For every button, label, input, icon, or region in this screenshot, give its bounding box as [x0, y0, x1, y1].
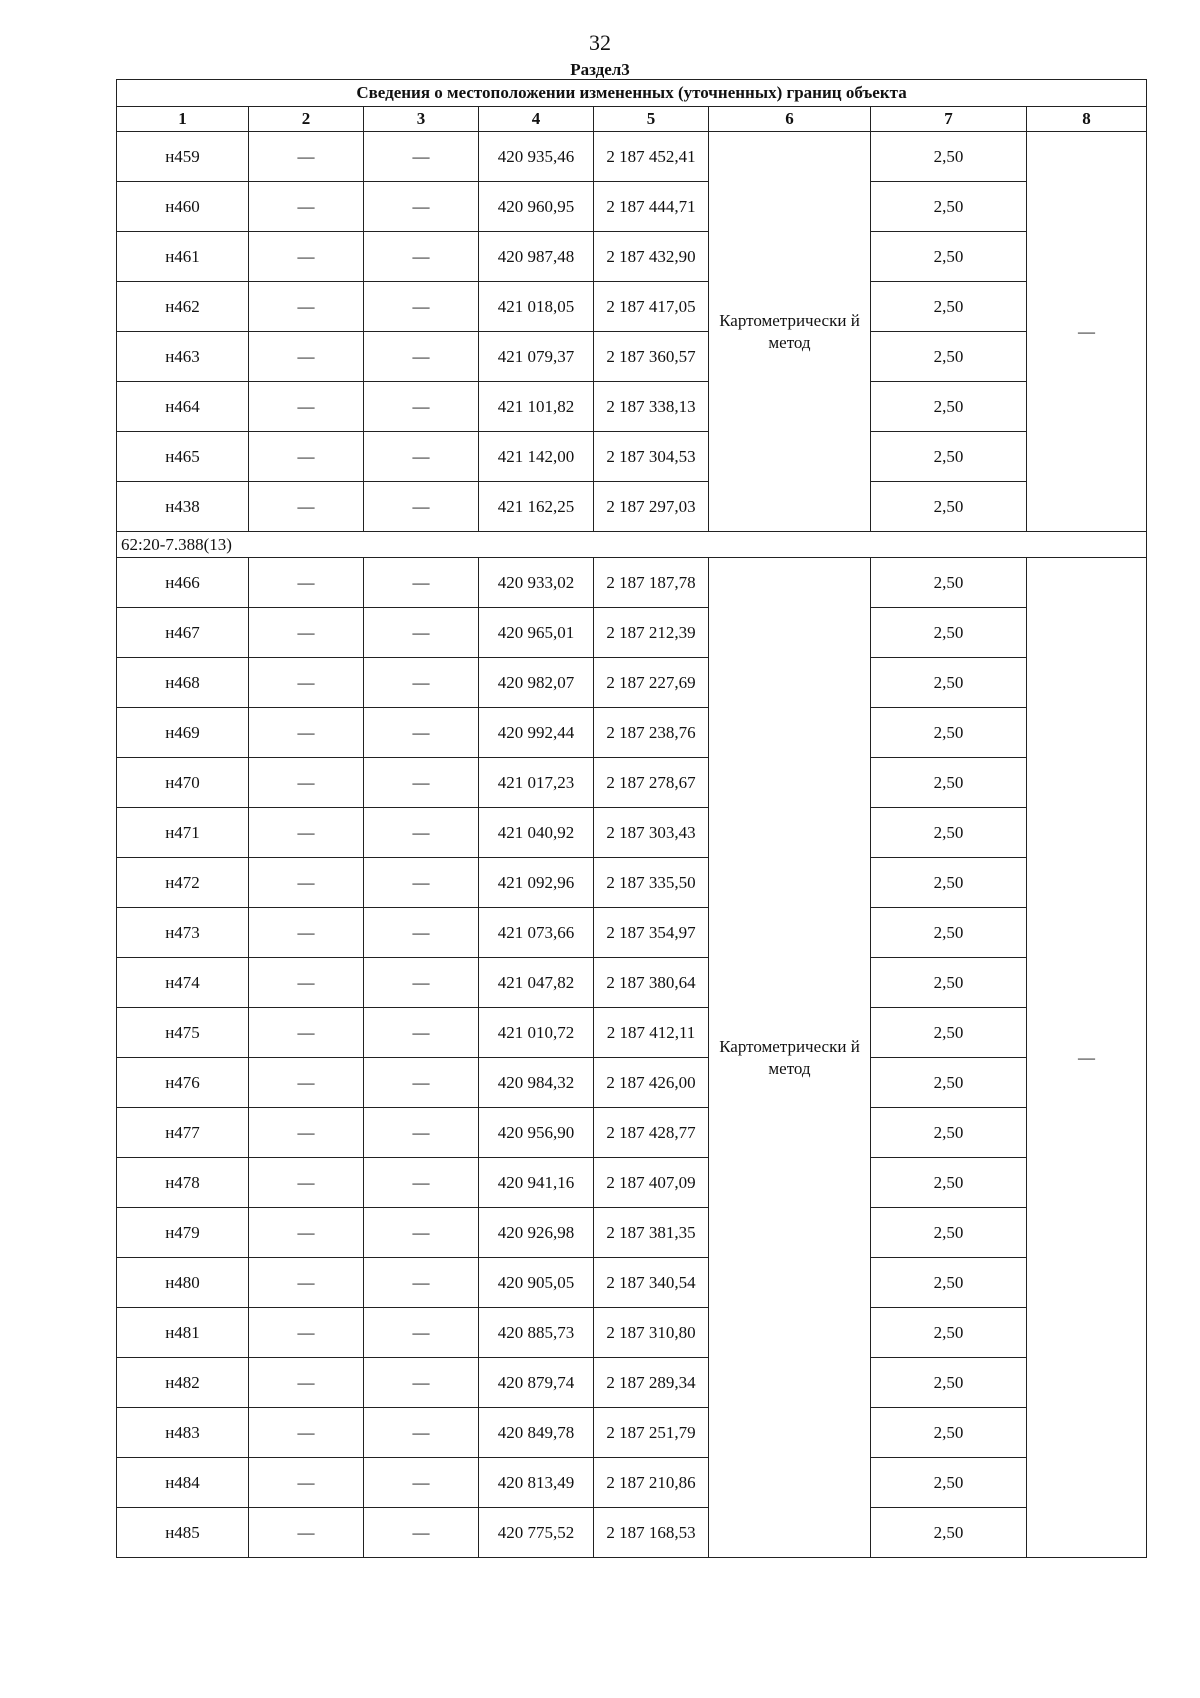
table-row — [117, 608, 1147, 658]
method-cell: Картометрически й метод — [709, 558, 871, 1558]
accuracy-cell: 2,50 — [871, 282, 1027, 332]
table-row — [117, 1008, 1147, 1058]
point-cell: н482 — [117, 1358, 249, 1408]
col3-cell: — — [364, 1458, 479, 1508]
col3-cell: — — [364, 482, 479, 532]
table-row — [117, 382, 1147, 432]
col2-cell: — — [249, 1158, 364, 1208]
col2-cell: — — [249, 1058, 364, 1108]
col3-cell: — — [364, 282, 479, 332]
method-cell: Картометрически й метод — [709, 132, 871, 532]
table-row — [117, 332, 1147, 382]
page-number: 32 — [589, 30, 611, 55]
x-coordinate-cell: 420 933,02 — [479, 558, 594, 608]
y-coordinate-cell: 2 187 251,79 — [594, 1408, 709, 1458]
col3-cell: — — [364, 1358, 479, 1408]
point-cell: н466 — [117, 558, 249, 608]
y-coordinate-cell: 2 187 360,57 — [594, 332, 709, 382]
y-coordinate-cell: 2 187 354,97 — [594, 908, 709, 958]
point-cell: н472 — [117, 858, 249, 908]
x-coordinate-cell: 421 073,66 — [479, 908, 594, 958]
point-cell: н484 — [117, 1458, 249, 1508]
y-coordinate-cell: 2 187 297,03 — [594, 482, 709, 532]
accuracy-cell: 2,50 — [871, 658, 1027, 708]
x-coordinate-cell: 421 018,05 — [479, 282, 594, 332]
point-cell: н474 — [117, 958, 249, 1008]
point-cell: н468 — [117, 658, 249, 708]
accuracy-cell: 2,50 — [871, 482, 1027, 532]
col3-cell: — — [364, 608, 479, 658]
accuracy-cell: 2,50 — [871, 232, 1027, 282]
col2-cell: — — [249, 232, 364, 282]
point-cell: н481 — [117, 1308, 249, 1358]
y-coordinate-cell: 2 187 304,53 — [594, 432, 709, 482]
col2-cell: — — [249, 282, 364, 332]
table-row — [117, 1158, 1147, 1208]
col3-cell: — — [364, 1408, 479, 1458]
point-cell: н460 — [117, 182, 249, 232]
y-coordinate-cell: 2 187 210,86 — [594, 1458, 709, 1508]
accuracy-cell: 2,50 — [871, 1208, 1027, 1258]
accuracy-cell: 2,50 — [871, 1408, 1027, 1458]
table-row — [117, 1358, 1147, 1408]
y-coordinate-cell: 2 187 432,90 — [594, 232, 709, 282]
y-coordinate-cell: 2 187 380,64 — [594, 958, 709, 1008]
col3-cell: — — [364, 708, 479, 758]
accuracy-cell: 2,50 — [871, 1008, 1027, 1058]
table-row — [117, 1058, 1147, 1108]
x-coordinate-cell: 421 010,72 — [479, 1008, 594, 1058]
x-coordinate-cell: 420 849,78 — [479, 1408, 594, 1458]
accuracy-cell: 2,50 — [871, 1158, 1027, 1208]
point-cell: н471 — [117, 808, 249, 858]
point-cell: н469 — [117, 708, 249, 758]
group-label: 62:20-7.388(13) — [117, 532, 1147, 558]
point-cell: н465 — [117, 432, 249, 482]
table-row — [117, 1308, 1147, 1358]
table-row — [117, 758, 1147, 808]
y-coordinate-cell: 2 187 452,41 — [594, 132, 709, 182]
col8-cell: — — [1027, 132, 1147, 532]
table-row — [117, 1208, 1147, 1258]
x-coordinate-cell: 420 885,73 — [479, 1308, 594, 1358]
accuracy-cell: 2,50 — [871, 808, 1027, 858]
x-coordinate-cell: 421 101,82 — [479, 382, 594, 432]
col2-cell: — — [249, 558, 364, 608]
y-coordinate-cell: 2 187 340,54 — [594, 1258, 709, 1308]
col2-cell: — — [249, 658, 364, 708]
col3-cell: — — [364, 332, 479, 382]
col2-cell: — — [249, 958, 364, 1008]
col2-cell: — — [249, 708, 364, 758]
x-coordinate-cell: 420 965,01 — [479, 608, 594, 658]
x-coordinate-cell: 420 813,49 — [479, 1458, 594, 1508]
accuracy-cell: 2,50 — [871, 858, 1027, 908]
accuracy-cell: 2,50 — [871, 1058, 1027, 1108]
col3-cell: — — [364, 558, 479, 608]
x-coordinate-cell: 420 987,48 — [479, 232, 594, 282]
x-coordinate-cell: 420 956,90 — [479, 1108, 594, 1158]
accuracy-cell: 2,50 — [871, 1108, 1027, 1158]
col3-cell: — — [364, 858, 479, 908]
y-coordinate-cell: 2 187 412,11 — [594, 1008, 709, 1058]
col3-cell: — — [364, 432, 479, 482]
x-coordinate-cell: 420 984,32 — [479, 1058, 594, 1108]
x-coordinate-cell: 420 905,05 — [479, 1258, 594, 1308]
y-coordinate-cell: 2 187 444,71 — [594, 182, 709, 232]
accuracy-cell: 2,50 — [871, 608, 1027, 658]
y-coordinate-cell: 2 187 338,13 — [594, 382, 709, 432]
y-coordinate-cell: 2 187 381,35 — [594, 1208, 709, 1258]
x-coordinate-cell: 420 982,07 — [479, 658, 594, 708]
col2-cell: — — [249, 482, 364, 532]
accuracy-cell: 2,50 — [871, 182, 1027, 232]
table-row — [117, 432, 1147, 482]
col3-cell: — — [364, 1108, 479, 1158]
col2-cell: — — [249, 608, 364, 658]
y-coordinate-cell: 2 187 212,39 — [594, 608, 709, 658]
col3-cell: — — [364, 808, 479, 858]
point-cell: н473 — [117, 908, 249, 958]
col2-cell: — — [249, 182, 364, 232]
y-coordinate-cell: 2 187 187,78 — [594, 558, 709, 608]
col3-cell: — — [364, 132, 479, 182]
column-number: 4 — [479, 107, 594, 132]
col2-cell: — — [249, 1258, 364, 1308]
y-coordinate-cell: 2 187 238,76 — [594, 708, 709, 758]
x-coordinate-cell: 420 926,98 — [479, 1208, 594, 1258]
table-row — [117, 1258, 1147, 1308]
x-coordinate-cell: 420 941,16 — [479, 1158, 594, 1208]
table-caption: Сведения о местоположении измененных (уточненных) границ объекта — [117, 80, 1147, 107]
col2-cell: — — [249, 908, 364, 958]
col3-cell: — — [364, 1208, 479, 1258]
col3-cell: — — [364, 182, 479, 232]
x-coordinate-cell: 421 142,00 — [479, 432, 594, 482]
accuracy-cell: 2,50 — [871, 708, 1027, 758]
coordinates-table — [116, 79, 1147, 1558]
column-number: 2 — [249, 107, 364, 132]
table-caption-row — [117, 80, 1147, 107]
point-cell: н462 — [117, 282, 249, 332]
col3-cell: — — [364, 1308, 479, 1358]
accuracy-cell: 2,50 — [871, 132, 1027, 182]
point-cell: н464 — [117, 382, 249, 432]
point-cell: н463 — [117, 332, 249, 382]
col3-cell: — — [364, 1508, 479, 1558]
y-coordinate-cell: 2 187 168,53 — [594, 1508, 709, 1558]
accuracy-cell: 2,50 — [871, 1458, 1027, 1508]
col2-cell: — — [249, 1208, 364, 1258]
table-row — [117, 558, 1147, 608]
accuracy-cell: 2,50 — [871, 558, 1027, 608]
x-coordinate-cell: 421 079,37 — [479, 332, 594, 382]
col3-cell: — — [364, 958, 479, 1008]
table-row — [117, 1108, 1147, 1158]
accuracy-cell: 2,50 — [871, 1508, 1027, 1558]
col3-cell: — — [364, 658, 479, 708]
accuracy-cell: 2,50 — [871, 908, 1027, 958]
table-row — [117, 282, 1147, 332]
col3-cell: — — [364, 1058, 479, 1108]
x-coordinate-cell: 420 879,74 — [479, 1358, 594, 1408]
y-coordinate-cell: 2 187 303,43 — [594, 808, 709, 858]
point-cell: н438 — [117, 482, 249, 532]
y-coordinate-cell: 2 187 278,67 — [594, 758, 709, 808]
col3-cell: — — [364, 908, 479, 958]
table-row — [117, 182, 1147, 232]
point-cell: н480 — [117, 1258, 249, 1308]
table-row — [117, 708, 1147, 758]
x-coordinate-cell: 421 017,23 — [479, 758, 594, 808]
point-cell: н483 — [117, 1408, 249, 1458]
col2-cell: — — [249, 1008, 364, 1058]
col3-cell: — — [364, 1008, 479, 1058]
table-row — [117, 1508, 1147, 1558]
y-coordinate-cell: 2 187 417,05 — [594, 282, 709, 332]
point-cell: н477 — [117, 1108, 249, 1158]
column-number: 8 — [1027, 107, 1147, 132]
table-row — [117, 908, 1147, 958]
y-coordinate-cell: 2 187 310,80 — [594, 1308, 709, 1358]
column-number: 6 — [709, 107, 871, 132]
y-coordinate-cell: 2 187 289,34 — [594, 1358, 709, 1408]
y-coordinate-cell: 2 187 227,69 — [594, 658, 709, 708]
col3-cell: — — [364, 232, 479, 282]
x-coordinate-cell: 420 960,95 — [479, 182, 594, 232]
col2-cell: — — [249, 432, 364, 482]
table-row — [117, 1458, 1147, 1508]
col2-cell: — — [249, 808, 364, 858]
col2-cell: — — [249, 332, 364, 382]
col2-cell: — — [249, 1408, 364, 1458]
accuracy-cell: 2,50 — [871, 1358, 1027, 1408]
x-coordinate-cell: 420 775,52 — [479, 1508, 594, 1558]
accuracy-cell: 2,50 — [871, 958, 1027, 1008]
col2-cell: — — [249, 1508, 364, 1558]
col3-cell: — — [364, 758, 479, 808]
point-cell: н479 — [117, 1208, 249, 1258]
point-cell: н476 — [117, 1058, 249, 1108]
col8-cell: — — [1027, 558, 1147, 1558]
column-number: 3 — [364, 107, 479, 132]
x-coordinate-cell: 421 092,96 — [479, 858, 594, 908]
accuracy-cell: 2,50 — [871, 332, 1027, 382]
accuracy-cell: 2,50 — [871, 432, 1027, 482]
y-coordinate-cell: 2 187 335,50 — [594, 858, 709, 908]
x-coordinate-cell: 420 935,46 — [479, 132, 594, 182]
point-cell: н461 — [117, 232, 249, 282]
x-coordinate-cell: 421 040,92 — [479, 808, 594, 858]
accuracy-cell: 2,50 — [871, 1258, 1027, 1308]
table-row — [117, 808, 1147, 858]
col2-cell: — — [249, 382, 364, 432]
col3-cell: — — [364, 1158, 479, 1208]
point-cell: н470 — [117, 758, 249, 808]
table-row — [117, 482, 1147, 532]
table-row — [117, 958, 1147, 1008]
point-cell: н459 — [117, 132, 249, 182]
accuracy-cell: 2,50 — [871, 382, 1027, 432]
point-cell: н467 — [117, 608, 249, 658]
accuracy-cell: 2,50 — [871, 1308, 1027, 1358]
col3-cell: — — [364, 1258, 479, 1308]
col2-cell: — — [249, 1458, 364, 1508]
table-body — [117, 132, 1147, 1558]
y-coordinate-cell: 2 187 428,77 — [594, 1108, 709, 1158]
point-cell: н485 — [117, 1508, 249, 1558]
x-coordinate-cell: 421 047,82 — [479, 958, 594, 1008]
group-label-row — [117, 532, 1147, 558]
col2-cell: — — [249, 1358, 364, 1408]
col2-cell: — — [249, 132, 364, 182]
column-number: 1 — [117, 107, 249, 132]
table-row — [117, 858, 1147, 908]
col2-cell: — — [249, 758, 364, 808]
x-coordinate-cell: 421 162,25 — [479, 482, 594, 532]
table-row — [117, 232, 1147, 282]
column-number: 7 — [871, 107, 1027, 132]
table-row — [117, 1408, 1147, 1458]
column-number-row — [117, 107, 1147, 132]
table-row — [117, 658, 1147, 708]
accuracy-cell: 2,50 — [871, 758, 1027, 808]
col2-cell: — — [249, 1308, 364, 1358]
y-coordinate-cell: 2 187 407,09 — [594, 1158, 709, 1208]
point-cell: н475 — [117, 1008, 249, 1058]
table-row — [117, 132, 1147, 182]
col3-cell: — — [364, 382, 479, 432]
x-coordinate-cell: 420 992,44 — [479, 708, 594, 758]
col2-cell: — — [249, 1108, 364, 1158]
point-cell: н478 — [117, 1158, 249, 1208]
section-title: Раздел3 — [570, 60, 630, 79]
col2-cell: — — [249, 858, 364, 908]
y-coordinate-cell: 2 187 426,00 — [594, 1058, 709, 1108]
column-number: 5 — [594, 107, 709, 132]
